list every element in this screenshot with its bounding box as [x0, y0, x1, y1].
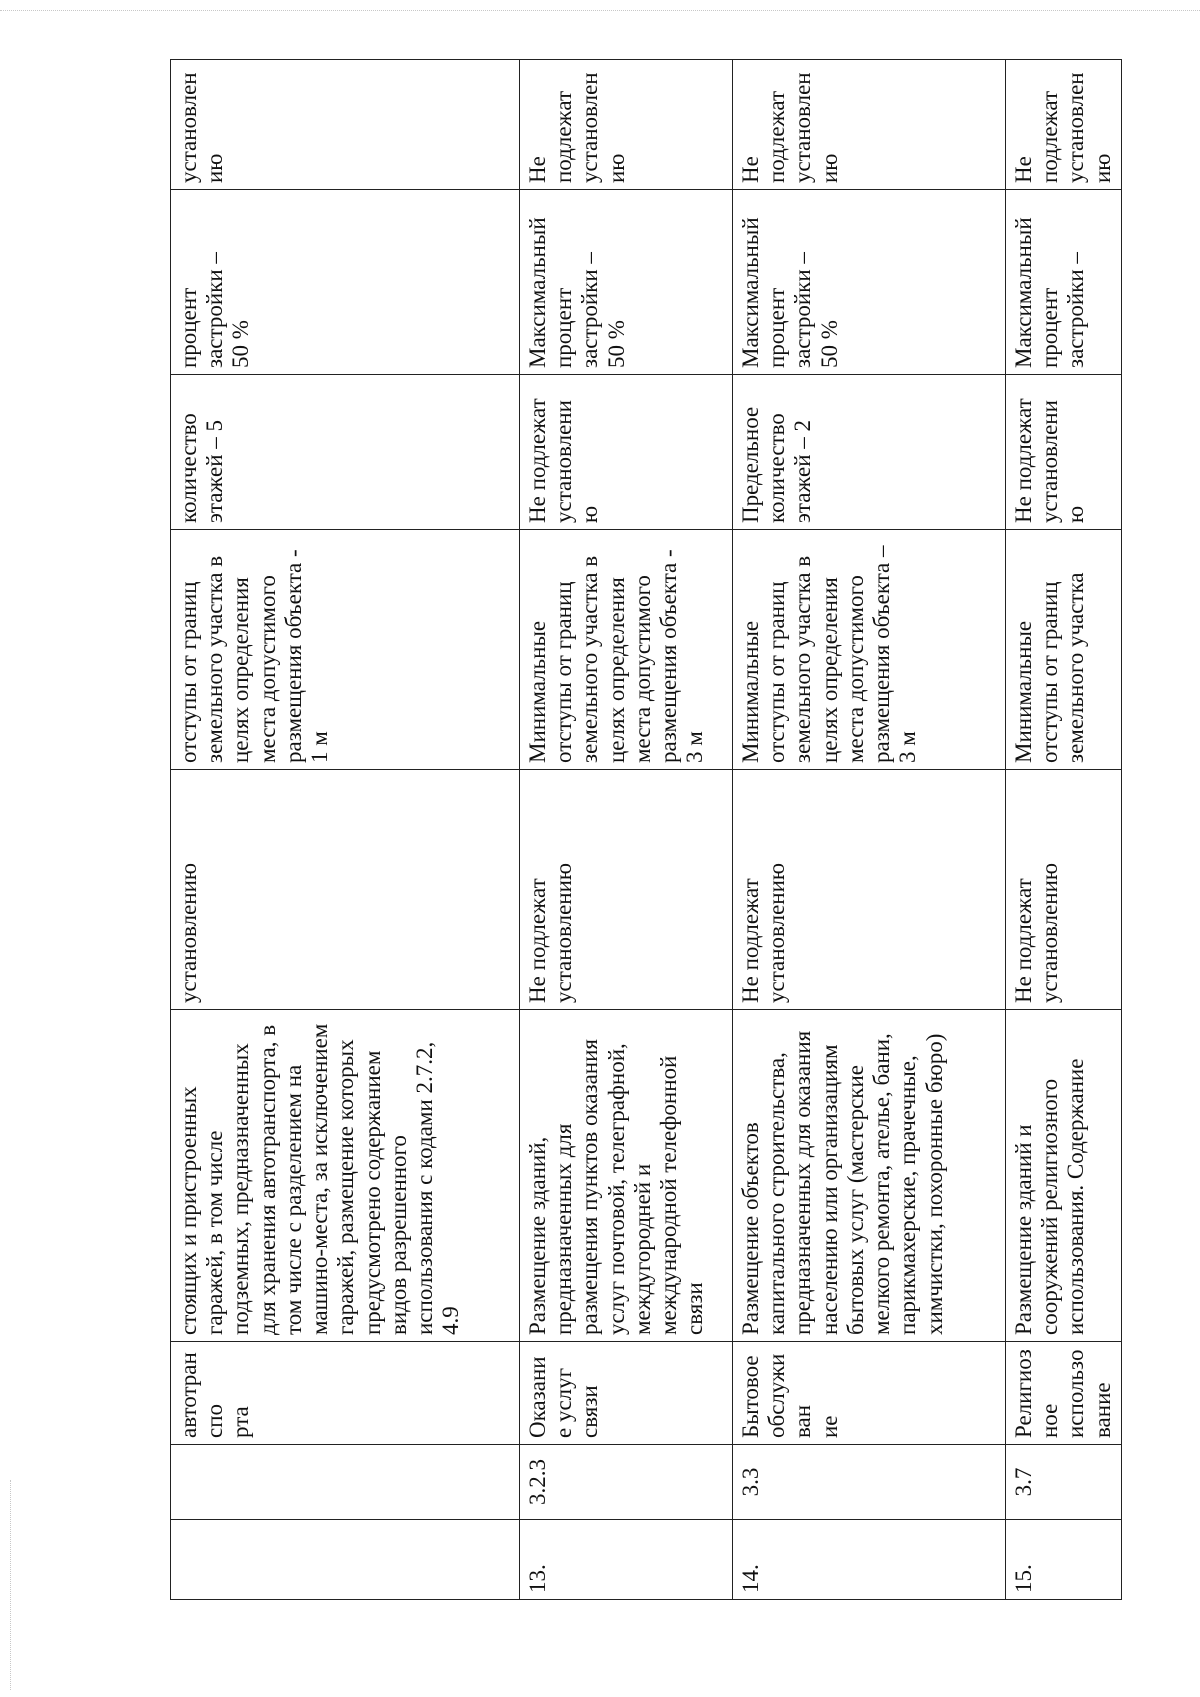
other-params-cell: установлению: [171, 60, 520, 190]
floors-cell: количество этажей – 5: [171, 375, 520, 530]
scan-left-edge: [10, 1480, 11, 1690]
use-name-cell: Бытовое обслуживан ие: [733, 1342, 1006, 1445]
table-row: [1006, 60, 1122, 1600]
code-cell: 3.3: [733, 1445, 1006, 1520]
use-description-cell: стоящих и пристроенных гаражей, в том числе подземных, предназначенных для хранения автотранспорта, в том числе с разделением на машино-места, за исключением гаражей, размещение которых предусмотрено содержанием видов разрешенного использования с кодами 2.7.2, 4.9: [171, 1010, 520, 1342]
row-number-cell: [171, 1520, 520, 1600]
code-cell: 3.2.3: [520, 1445, 733, 1520]
scan-top-edge: [0, 10, 1200, 11]
use-description-cell: Размещение зданий, предназначенных для размещения пунктов оказания услуг почтовой, телеграфной, междугородней и международной телефонной связи: [520, 1010, 733, 1342]
coverage-cell: Максимальный процент застройки – 50 %: [520, 190, 733, 375]
table-row: [520, 60, 733, 1600]
use-name-cell: автотранспо рта: [171, 1342, 520, 1445]
plot-size-cell: Не подлежат установлению: [520, 770, 733, 1010]
plot-size-cell: Не подлежат установлению: [733, 770, 1006, 1010]
code-cell: 3.7: [1006, 1445, 1122, 1520]
use-name-cell: Религиозное использование: [1006, 1342, 1122, 1445]
setback-cell: Минимальные отступы от границ земельного участка в целях определения места допустимого размещения объекта - 3 м: [520, 530, 733, 770]
regulations-table: [170, 59, 1122, 1600]
floors-cell: Не подлежат установлени ю: [1006, 375, 1122, 530]
use-description-cell: Размещение объектов капитального строительства, предназначенных для оказания населению или организациям бытовых услуг (мастерские мелкого ремонта, ателье, бани, парикмахерские, прачечные, химчистки, похоронные бюро): [733, 1010, 1006, 1342]
floors-cell: Не подлежат установлени ю: [520, 375, 733, 530]
code-cell: [171, 1445, 520, 1520]
setback-cell: Минимальные отступы от границ земельного участка в целях определения места допустимого размещения объекта – 3 м: [733, 530, 1006, 770]
other-params-cell: Не подлежат установлению: [733, 60, 1006, 190]
setback-cell: Минимальные отступы от границ земельного участка: [1006, 530, 1122, 770]
other-params-cell: Не подлежат установлению: [520, 60, 733, 190]
coverage-cell: процент застройки – 50 %: [171, 190, 520, 375]
use-name-cell: Оказание услуг связи: [520, 1342, 733, 1445]
floors-cell: Предельное количество этажей – 2: [733, 375, 1006, 530]
row-number-cell: 15.: [1006, 1520, 1122, 1600]
plot-size-cell: Не подлежат установлению: [1006, 770, 1122, 1010]
plot-size-cell: установлению: [171, 770, 520, 1010]
use-description-cell: Размещение зданий и сооружений религиозного использования. Содержание: [1006, 1010, 1122, 1342]
setback-cell: отступы от границ земельного участка в целях определения места допустимого размещения объекта - 1 м: [171, 530, 520, 770]
table-row: [171, 60, 520, 1600]
coverage-cell: Максимальный процент застройки – 50 %: [733, 190, 1006, 375]
rotated-sheet: [170, 60, 1115, 1600]
other-params-cell: Не подлежат установлению: [1006, 60, 1122, 190]
row-number-cell: 14.: [733, 1520, 1006, 1600]
row-number-cell: 13.: [520, 1520, 733, 1600]
table-row: [733, 60, 1006, 1600]
coverage-cell: Максимальный процент застройки –: [1006, 190, 1122, 375]
